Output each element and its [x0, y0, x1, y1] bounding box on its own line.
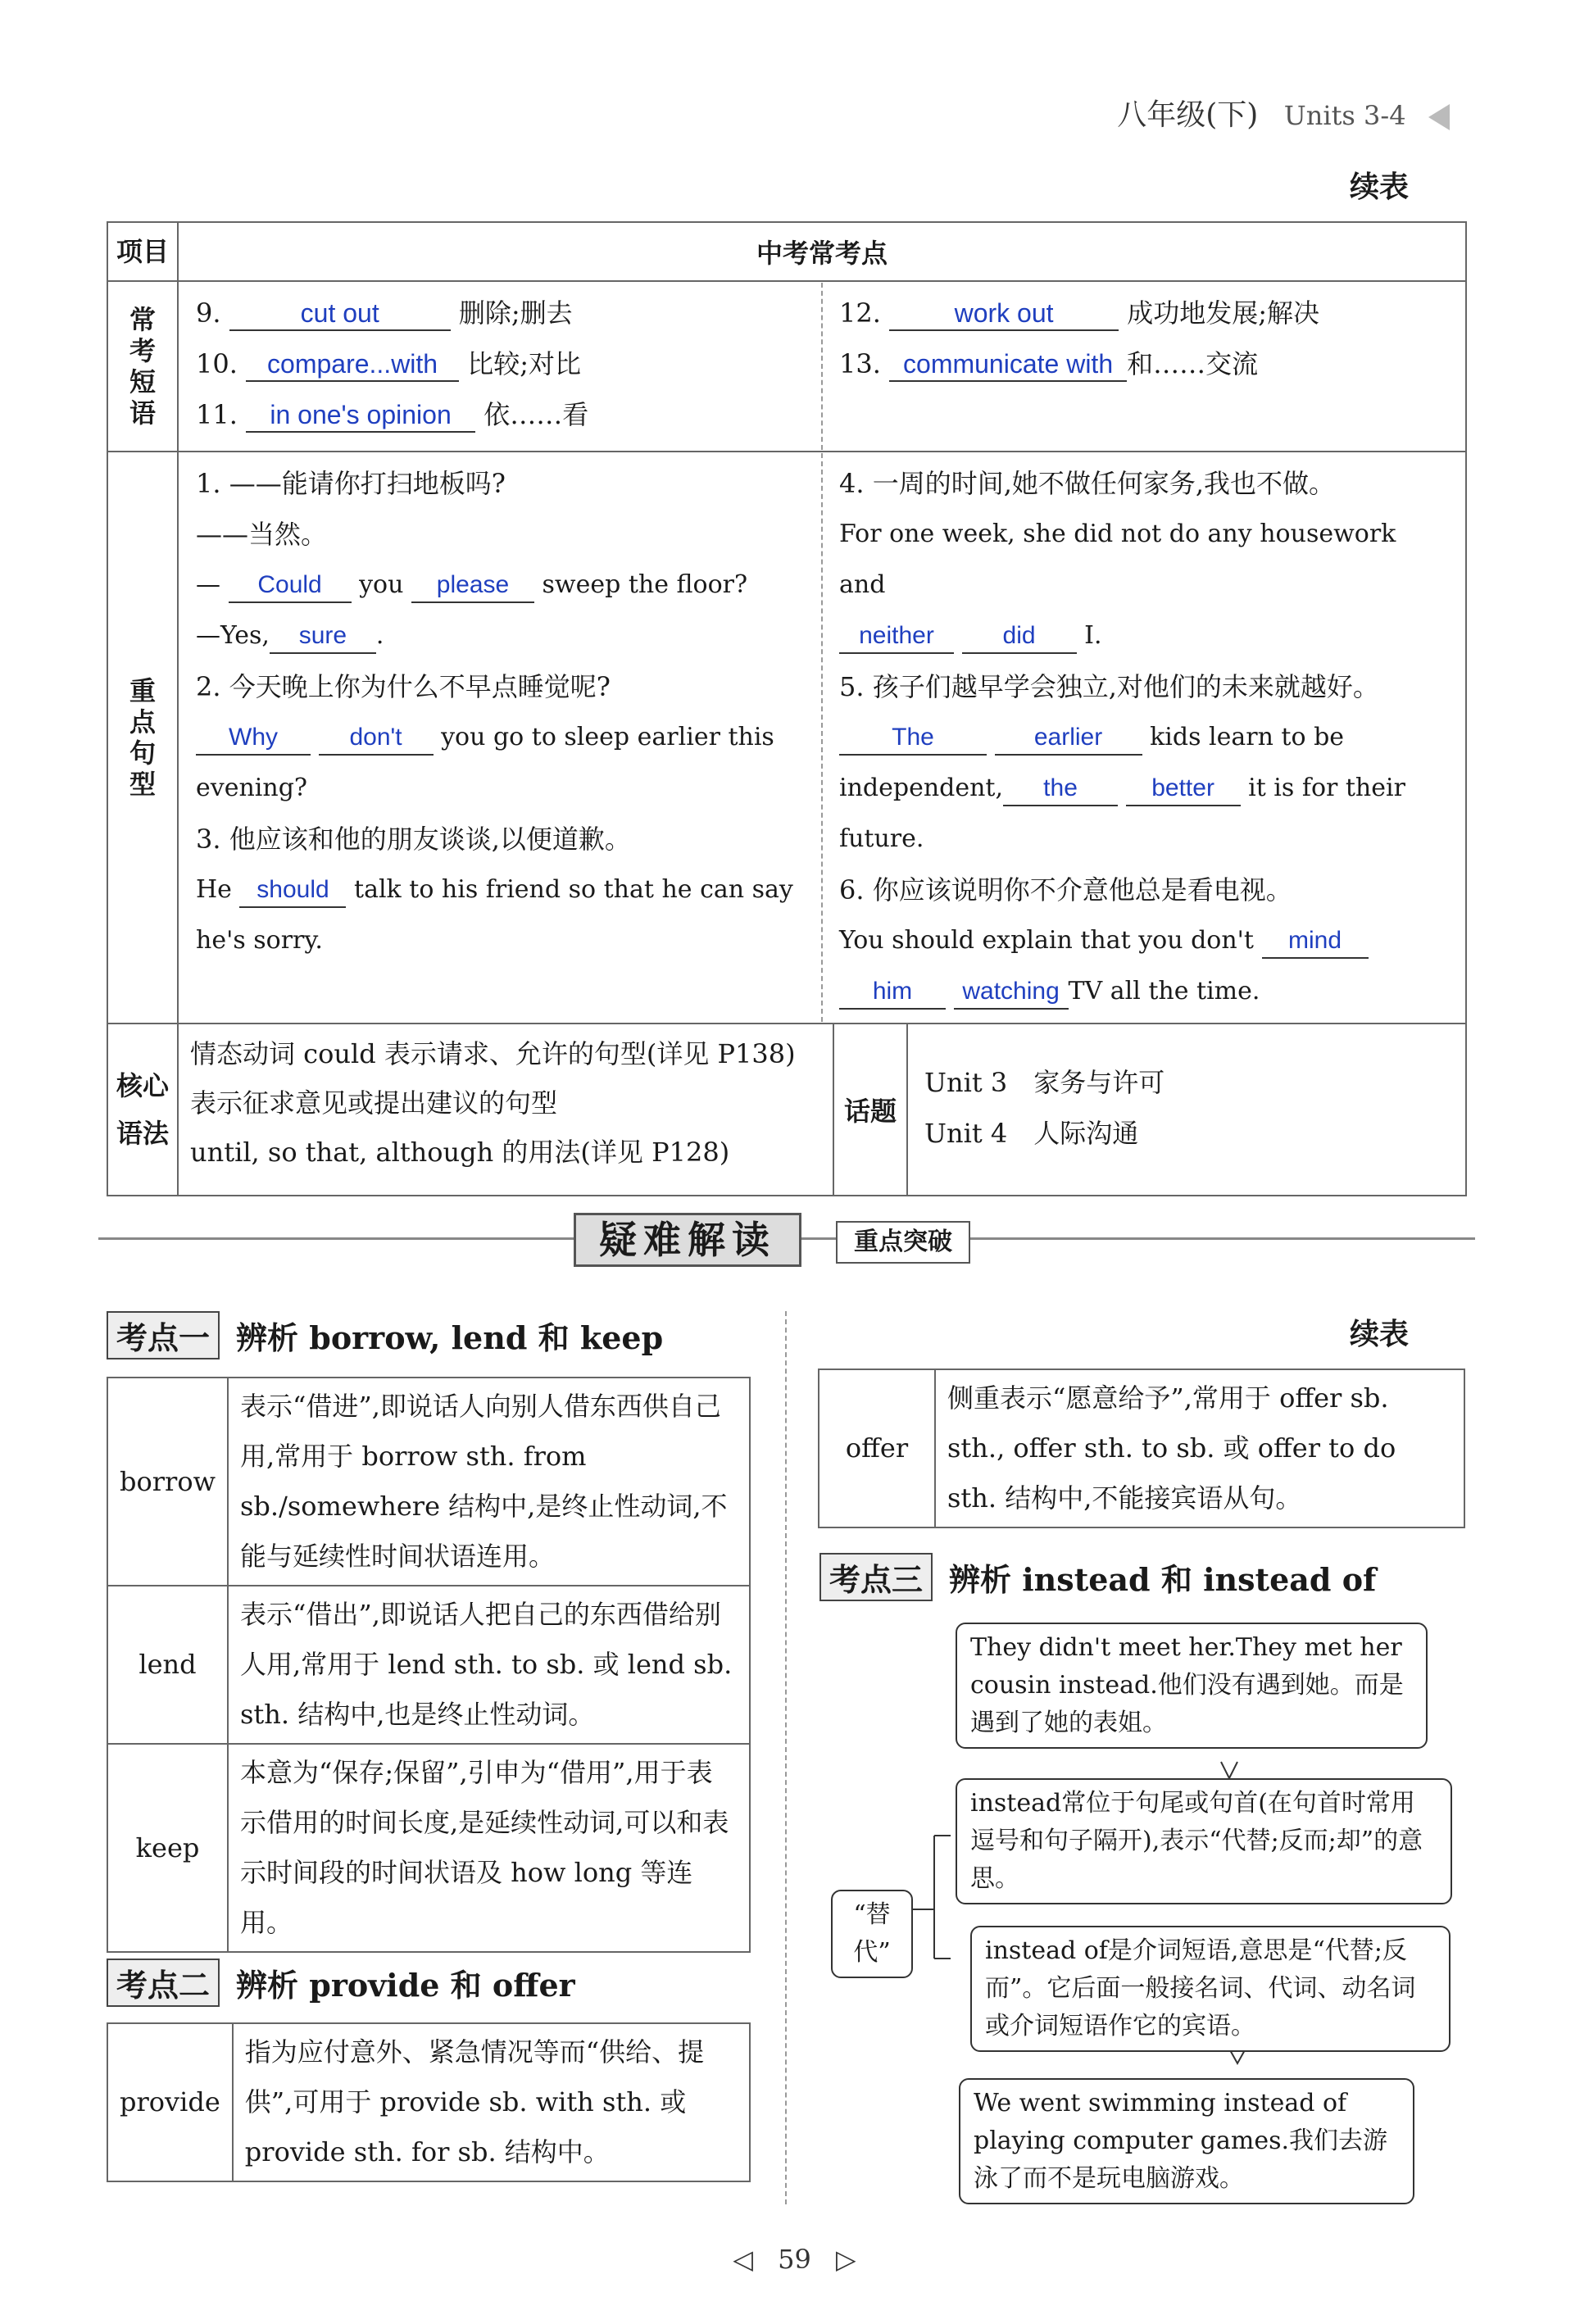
triangle-icon — [1428, 104, 1450, 130]
page-number: 59 — [778, 2244, 811, 2275]
text: TV all the time. — [1068, 977, 1260, 1005]
s1-yes-line — [196, 611, 805, 661]
phrase-cn: 和……交流 — [1127, 348, 1259, 379]
s3-answer-line — [196, 865, 805, 915]
grammar-cell — [178, 1024, 1466, 1196]
topic-item: Unit 4 人际沟通 — [924, 1118, 1139, 1149]
answer: compare...with — [246, 347, 459, 382]
page-header — [1117, 92, 1450, 134]
desc-cell: 指为应付意外、紧急情况等而“供给、提供”,可用于 provide sb. with sth. 或 provide sth. for sb. 结构中。 — [233, 2023, 750, 2181]
answer: The — [839, 721, 987, 756]
phrase-13 — [839, 338, 1448, 389]
answer: work out — [889, 297, 1119, 331]
answer: should — [239, 874, 346, 908]
s1-q2: ——当然。 — [196, 519, 328, 550]
answer: him — [839, 975, 946, 1010]
kaodian-3-heading — [819, 1553, 1376, 1601]
text: He — [196, 875, 232, 904]
grammar-list — [179, 1024, 833, 1195]
instead-explain-bubble: instead常位于句尾或句首(在句首时常用逗号和句子隔开),表示“代替;反而;却”的意思。 — [956, 1778, 1452, 1904]
table-row — [107, 2023, 750, 2181]
phrase-num: 12. — [839, 297, 881, 329]
s2-q: 2. 今天晚上你为什么不早点睡觉呢? — [196, 671, 611, 702]
s4-answer-line — [839, 611, 1448, 661]
phrase-num: 13. — [839, 348, 881, 379]
text: —Yes, — [196, 621, 270, 650]
s5-answer-line — [839, 712, 1448, 763]
kaodian-1-heading — [107, 1311, 663, 1359]
text: You should explain that you don't — [839, 926, 1254, 955]
phrases-cell — [178, 281, 1466, 452]
replace-center-bubble: “替代” — [831, 1890, 913, 1978]
s1-q: 1. ——能请你打扫地板吗? — [196, 468, 506, 499]
answer: the — [1003, 772, 1118, 806]
grammar-label — [107, 1024, 178, 1196]
column-divider — [785, 1311, 787, 2204]
answer: cut out — [229, 297, 451, 331]
word-cell: provide — [107, 2023, 233, 2181]
answer: watching — [954, 975, 1069, 1010]
text: sweep the floor? — [542, 570, 748, 599]
kaodian-title: 辨析 instead 和 instead of — [949, 1561, 1377, 1598]
word-cell: keep — [107, 1744, 228, 1952]
answer: Could — [229, 569, 352, 603]
answer: better — [1126, 772, 1241, 806]
word-cell: lend — [107, 1586, 228, 1744]
phrase-12 — [839, 288, 1448, 338]
s3-line2: he's sorry. — [196, 926, 323, 955]
continued-label-2: 续表 — [1349, 1317, 1409, 1351]
kaodian-title: 辨析 provide 和 offer — [236, 1967, 575, 2004]
prev-arrow-icon: ◁ — [733, 2244, 753, 2275]
table-row — [107, 1744, 750, 1952]
desc-cell: 表示“借进”,即说话人向别人借东西供自己用,常用于 borrow sth. from sb./somewhere 结构中,是终止性动词,不能与延续性时间状语连用。 — [228, 1378, 750, 1586]
s5-answer-line2 — [839, 763, 1448, 814]
grammar-item: 表示征求意见或提出建议的句型 — [190, 1087, 558, 1119]
phrase-cn: 成功地发展;解决 — [1127, 297, 1320, 329]
banner-subtitle: 重点突破 — [836, 1221, 970, 1264]
borrow-lend-keep-table — [107, 1377, 751, 1953]
topic-item: Unit 3 家务与许可 — [924, 1067, 1165, 1098]
s5-line3: future. — [839, 824, 924, 853]
kaodian-tag: 考点一 — [107, 1311, 220, 1359]
provide-offer-table — [107, 2022, 751, 2182]
answer: communicate with — [889, 347, 1127, 382]
s6-line1 — [839, 915, 1448, 966]
phrases-label-text: 常考短语 — [129, 304, 156, 429]
grammar-label-text: 核心语法 — [116, 1070, 169, 1149]
s3-q: 3. 他应该和他的朋友谈谈,以便道歉。 — [196, 824, 631, 855]
phrase-num: 9. — [196, 297, 221, 329]
text: you go to sleep earlier this — [441, 723, 774, 751]
answer: earlier — [995, 721, 1142, 756]
s1-answer-line: — Could you please sweep the floor? — [196, 560, 805, 611]
desc-cell: 表示“借出”,即说话人把自己的东西借给别人用,常用于 lend sth. to sb. 或 lend sb. sth. 结构中,也是终止性动词。 — [228, 1586, 750, 1744]
answer: did — [962, 620, 1077, 654]
phrase-10 — [196, 338, 805, 389]
phrases-left — [179, 283, 823, 450]
answer: Why — [196, 721, 311, 756]
s4-q: 4. 一周的时间,她不做任何家务,我也不做。 — [839, 468, 1336, 499]
sentences-cell — [178, 452, 1466, 1024]
kaodian-2-heading — [107, 1959, 575, 2007]
s6-q: 6. 你应该说明你不介意他总是看电视。 — [839, 874, 1292, 906]
col-head-main: 中考常考点 — [178, 222, 1466, 281]
phrases-right — [823, 283, 1464, 450]
page-number-row — [0, 2244, 1589, 2275]
answer: don't — [319, 721, 434, 756]
desc-cell: 侧重表示“愿意给予”,常用于 offer sb. sth., offer sth. to sb. 或 offer to do sth. 结构中,不能接宾语从句。 — [935, 1369, 1464, 1527]
phrase-cn: 依……看 — [484, 399, 589, 430]
text: kids learn to be — [1150, 723, 1345, 751]
next-arrow-icon: ▷ — [836, 2244, 856, 2275]
offer-table — [818, 1369, 1465, 1528]
sentences-right — [823, 453, 1464, 1022]
answer: mind — [1262, 924, 1369, 959]
answer: in one's opinion — [246, 398, 475, 433]
table-row — [107, 1586, 750, 1744]
grammar-item: 情态动词 could 表示请求、允许的句型(详见 P138) — [190, 1038, 796, 1069]
answer: please — [411, 569, 534, 603]
word-cell: borrow — [107, 1378, 228, 1586]
s6-line2 — [839, 966, 1448, 1017]
sentences-left — [179, 453, 823, 1022]
s2-line2: evening? — [196, 774, 307, 802]
table-row — [819, 1369, 1464, 1527]
topic-label: 话题 — [833, 1024, 908, 1195]
exam-points-table — [107, 221, 1467, 1196]
text: . — [375, 621, 384, 650]
phrase-cn: 删除;删去 — [458, 297, 573, 329]
grammar-item: until, so that, although 的用法(详见 P128) — [190, 1137, 730, 1168]
kaodian-tag: 考点三 — [819, 1553, 933, 1601]
table-row — [107, 1378, 750, 1586]
phrases-label — [107, 281, 178, 452]
text: you — [359, 570, 404, 599]
section-banner — [98, 1213, 1475, 1262]
phrase-num: 11. — [196, 399, 238, 430]
phrase-cn: 比较;对比 — [467, 348, 582, 379]
text: it is for their — [1248, 774, 1405, 802]
continued-label: 续表 — [1349, 170, 1409, 204]
desc-cell: 本意为“保存;保留”,引申为“借用”,用于表示借用的时间长度,是延续性动词,可以和表示时间段的时间状语及 how long 等连用。 — [228, 1744, 750, 1952]
sentences-label — [107, 452, 178, 1024]
example-bubble-2: We went swimming instead of playing computer games.我们去游泳了而不是玩电脑游戏。 — [959, 2078, 1414, 2204]
units-label: Units 3-4 — [1283, 100, 1406, 131]
phrase-11 — [196, 389, 805, 440]
text: I. — [1084, 621, 1102, 650]
kaodian-title: 辨析 borrow, lend 和 keep — [236, 1319, 664, 1356]
s4-line1: For one week, she did not do any housework and — [839, 520, 1396, 599]
s2-answer-line — [196, 712, 805, 763]
s5-q: 5. 孩子们越早学会独立,对他们的未来就越好。 — [839, 671, 1379, 702]
instead-of-explain-bubble: instead of是介词短语,意思是“代替;反而”。它后面一般接名词、代词、动名词或介词短语作它的宾语。 — [970, 1926, 1451, 2052]
grade-label: 八年级(下) — [1117, 98, 1259, 132]
kaodian-tag: 考点二 — [107, 1959, 220, 2007]
text: independent, — [839, 774, 1004, 802]
answer: neither — [839, 620, 954, 654]
sentences-label-text: 重点句型 — [129, 675, 156, 800]
word-cell: offer — [819, 1369, 935, 1527]
topic-list — [908, 1024, 1465, 1195]
example-bubble-1: They didn't meet her.They met her cousin instead.他们没有遇到她。而是遇到了她的表姐。 — [956, 1623, 1428, 1749]
text: talk to his friend so that he can say — [354, 875, 793, 904]
answer: sure — [270, 620, 376, 654]
phrase-num: 10. — [196, 348, 238, 379]
phrase-9 — [196, 288, 805, 338]
col-head-item: 项目 — [107, 222, 178, 281]
banner-title: 疑难解读 — [574, 1213, 801, 1267]
